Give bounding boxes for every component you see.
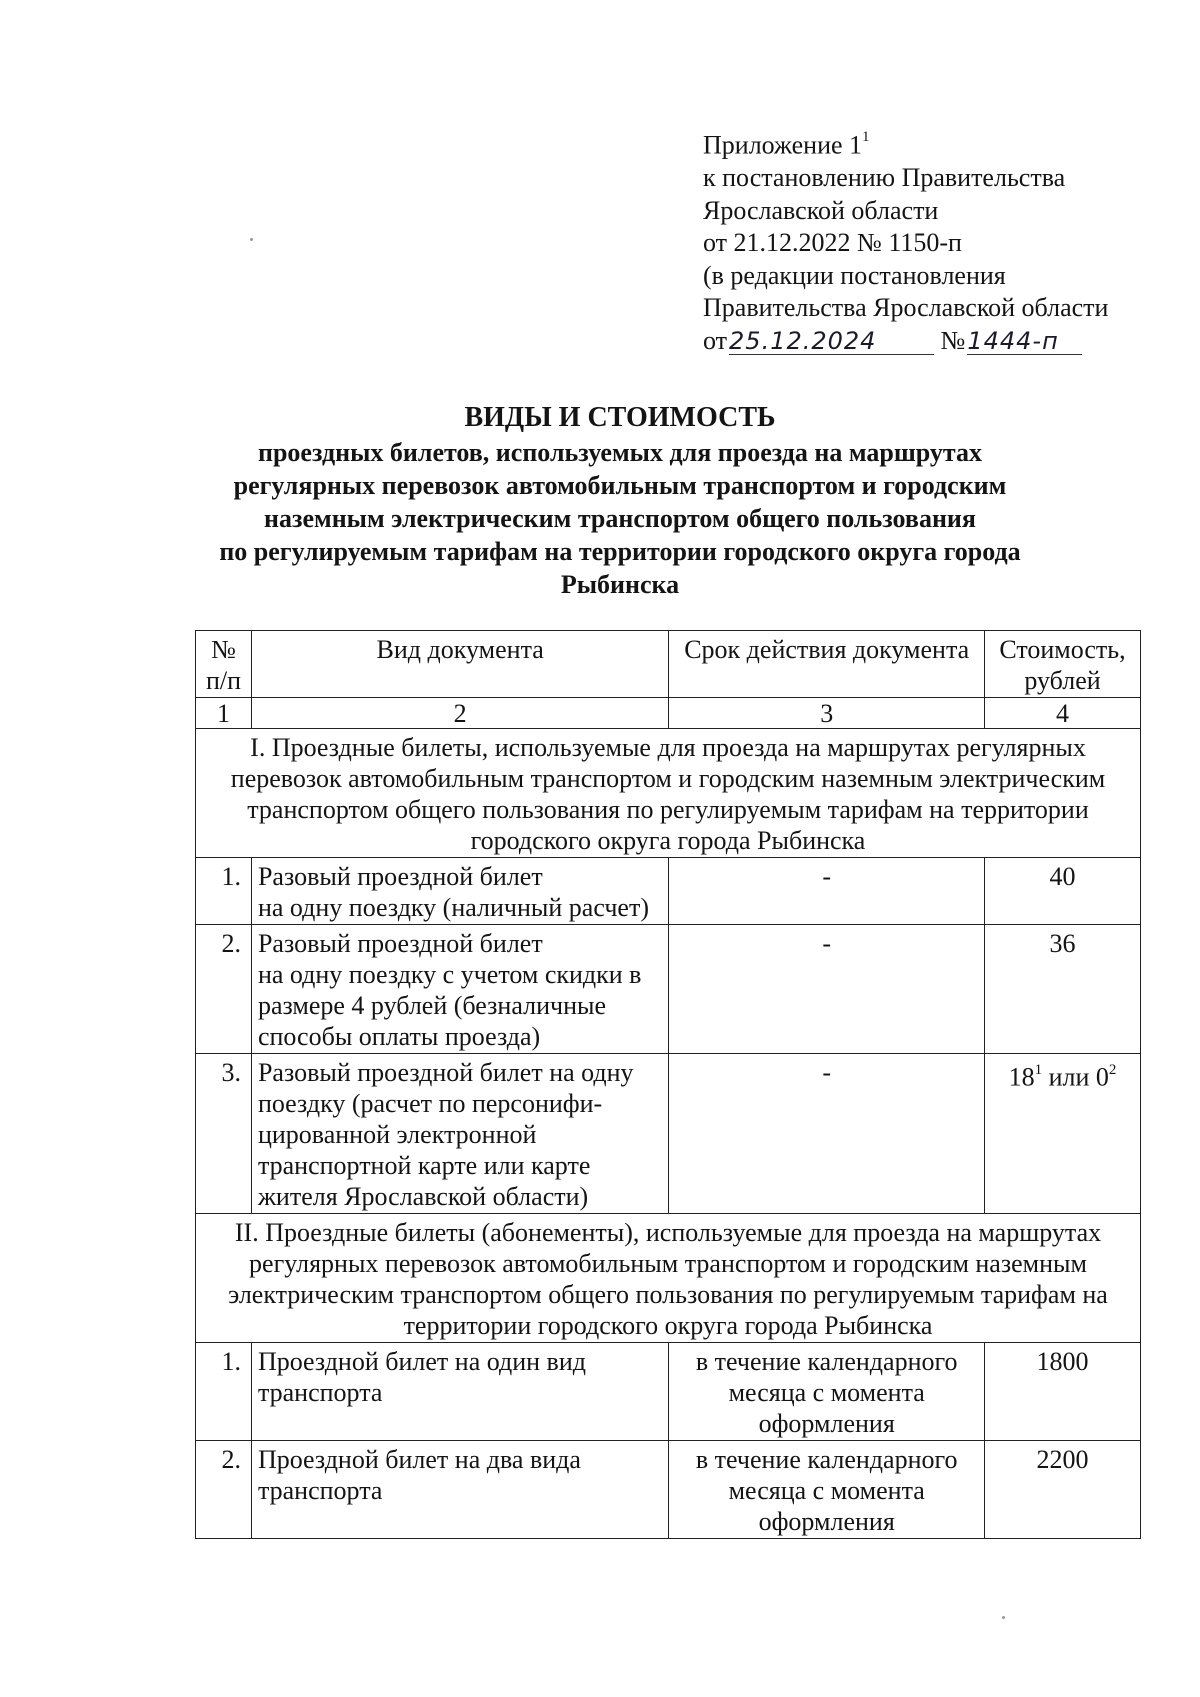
- title-main: ВИДЫ И СТОИМОСТЬ: [464, 402, 776, 433]
- handwritten-number: 1444-п: [967, 326, 1059, 355]
- number-label: №: [940, 325, 966, 355]
- scan-speck: [1002, 1616, 1005, 1619]
- price-or: или: [1042, 1062, 1096, 1092]
- header-doc-type: Вид документа: [251, 631, 668, 698]
- row-price: 2200: [985, 1441, 1141, 1539]
- handwritten-date: 25.12.2024: [729, 326, 877, 355]
- appendix-line-2: к постановлению Правительства: [703, 163, 1066, 193]
- row-ticket-name: Проездной билет на один вид транспорта: [251, 1343, 668, 1441]
- appendix-line-1: Приложение $1^1$: [703, 129, 870, 160]
- appendix-line-7: [703, 325, 1173, 358]
- index-cell: 3: [669, 698, 985, 729]
- title-line-5: Рыбинска: [560, 570, 680, 599]
- header-price: Стоимость, рублей: [985, 631, 1141, 698]
- appendix-sup: 1: [862, 129, 870, 145]
- title-line-1: проездных билетов, используемых для проезда на маршрутах: [257, 438, 982, 467]
- row-validity: -: [669, 858, 985, 925]
- header-validity: Срок действия документа: [669, 631, 985, 698]
- row-no: 1.: [196, 858, 252, 925]
- index-cell: 1: [196, 698, 252, 729]
- section-2-header: [196, 1214, 1141, 1343]
- table-row: [196, 1441, 1141, 1539]
- row-price: [985, 1054, 1141, 1214]
- table-row: [196, 1054, 1141, 1214]
- title-line-3: наземным электрическим транспортом общего пользования: [264, 504, 976, 533]
- section-1-title: I. Проездные билеты, используемые для проезда на маршрутах регулярных перевозок автомобильным транспортом и городским наземным электрическим транспортом общего пользования по регулируемым тарифам на территории городского округа города Рыбинска: [196, 729, 1141, 858]
- price-a: 18: [1008, 1062, 1035, 1092]
- table-row: [196, 1343, 1141, 1441]
- row-ticket-name: Разовый проездной билет на одну поездку (наличный расчет): [251, 858, 668, 925]
- row-no: 1.: [196, 1343, 252, 1441]
- row-validity: -: [669, 925, 985, 1054]
- row-price: 1800: [985, 1343, 1141, 1441]
- title-line-2: регулярных перевозок автомобильным транспортом и городским: [233, 471, 1007, 500]
- table-row: [196, 925, 1141, 1054]
- row-ticket-name: Проездной билет на два вида транспорта: [251, 1441, 668, 1539]
- index-cell: 4: [985, 698, 1141, 729]
- appendix-line-3: Ярославской области: [703, 195, 939, 225]
- row-validity: в течение календарного месяца с момента оформления: [669, 1441, 985, 1539]
- price-a-footnote: 1: [1034, 1062, 1043, 1078]
- fares-table: [195, 630, 1141, 1539]
- appendix-block: [703, 124, 1173, 357]
- price-b: 0: [1095, 1062, 1109, 1092]
- index-cell: 2: [251, 698, 668, 729]
- title-line-4: по регулируемым тарифам на территории городского округа города: [219, 537, 1021, 566]
- header-no: № п/п: [196, 631, 252, 698]
- appendix-line-5: (в редакции постановления: [703, 260, 1006, 290]
- scan-speck: [250, 238, 253, 241]
- price-b-footnote: 2: [1108, 1062, 1117, 1078]
- row-price: 36: [985, 925, 1141, 1054]
- row-validity: -: [669, 1054, 985, 1214]
- row-no: 3.: [196, 1054, 252, 1214]
- row-ticket-name: Разовый проездной билет на одну поездку (расчет по персонифи-цированной электронной транспортной карте или карте жителя Ярославской области): [251, 1054, 668, 1214]
- table-index-row: [196, 698, 1141, 729]
- table-header-row: [196, 631, 1141, 698]
- section-2-title: II. Проездные билеты (абонементы), используемые для проезда на маршрутах регулярных перевозок автомобильным транспортом и городским наземным электрическим транспортом общего пользования по регулируемым тарифам на территории городского округа города Рыбинска: [196, 1214, 1141, 1343]
- table-row: [196, 858, 1141, 925]
- appendix-line-6: Правительства Ярославской области: [703, 293, 1109, 323]
- row-no: 2.: [196, 925, 252, 1054]
- appendix-line-4: от 21.12.2022 № 1150-п: [703, 228, 962, 258]
- row-validity: в течение календарного месяца с момента оформления: [669, 1343, 985, 1441]
- row-ticket-name: Разовый проездной билет на одну поездку с учетом скидки в размере 4 рублей (безналичные способы оплаты проезда): [251, 925, 668, 1054]
- ot-label: от: [703, 325, 728, 355]
- row-price: 40: [985, 858, 1141, 925]
- row-no: 2.: [196, 1441, 252, 1539]
- document-title: [180, 400, 1060, 601]
- section-1-header: [196, 729, 1141, 858]
